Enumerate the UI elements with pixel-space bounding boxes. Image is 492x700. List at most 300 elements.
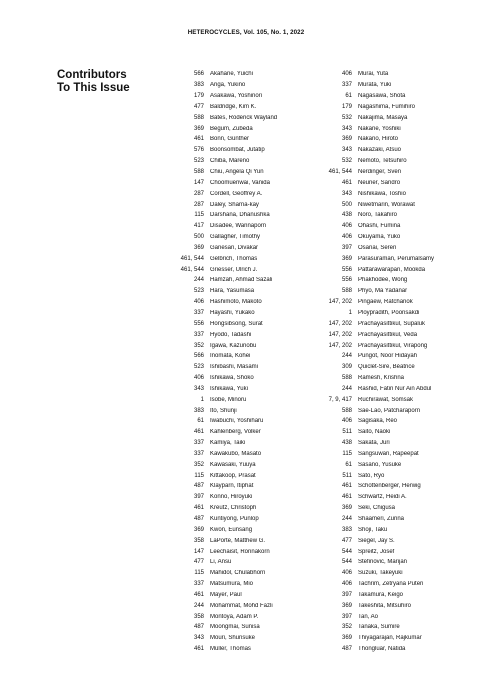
contributor-pages: 566 — [193, 71, 204, 78]
contributor-name: Shaameri, Zurina — [358, 516, 405, 523]
contributor-row — [320, 340, 460, 351]
contributor-pages: 1 — [200, 396, 204, 403]
contributor-row — [320, 546, 460, 557]
contributor-name: Kahlenberg, Volker — [210, 429, 261, 436]
contributor-row — [320, 416, 460, 427]
contributor-pages: 511 — [342, 472, 352, 479]
contributor-name: Gelbrich, Thomas — [210, 255, 258, 262]
contributor-row — [320, 221, 460, 232]
contributor-name: Schwartz, Heidi A. — [358, 494, 407, 501]
contributor-row — [320, 579, 460, 590]
contributor-pages: 7, 9, 417 — [328, 396, 352, 403]
contributor-name: Ishikawa, Shoko — [210, 375, 254, 382]
contributor-name: Mayer, Paul — [210, 591, 242, 598]
contributor-pages: 487 — [193, 516, 204, 523]
contributor-name: Hashimoto, Makoto — [210, 299, 262, 306]
contributor-row — [320, 568, 460, 579]
contributor-row — [320, 275, 460, 286]
contributor-name: Bates, Roderick Wayland — [210, 114, 278, 121]
contributor-name: Takamura, Keigo — [358, 591, 404, 598]
contributor-name: Disadee, Wannaporn — [210, 223, 267, 230]
contributor-name: Suzuki, Takeyuki — [358, 570, 403, 577]
contributor-row — [320, 308, 460, 319]
contributor-row — [172, 232, 312, 243]
contributor-name: Nakajima, Masaya — [358, 114, 408, 121]
contributor-row — [320, 253, 460, 264]
contributor-name: Hongsibsong, Surat — [210, 320, 263, 327]
contributor-row — [172, 524, 312, 535]
contributor-pages: 406 — [341, 570, 352, 577]
contributor-row — [320, 167, 460, 178]
contributor-pages: 383 — [341, 526, 352, 533]
contributor-pages: 438 — [341, 212, 352, 219]
contributor-row — [320, 492, 460, 503]
contributor-pages: 358 — [193, 613, 204, 620]
contributor-row — [320, 91, 460, 102]
contributor-row — [320, 373, 460, 384]
contributor-name: Darshana, Dhanushka — [210, 212, 270, 219]
contributor-name: Kawakubo, Masato — [210, 450, 262, 457]
contributor-name: Mahidol, Chulabhorn — [210, 570, 266, 577]
contributor-name: Choomuenwai, Vanida — [210, 179, 270, 186]
contributor-name: Sae-Lao, Patcharaporn — [358, 407, 421, 414]
contributor-name: Nagashima, Fumihiro — [358, 103, 416, 110]
contributor-name: Murata, Yuki — [358, 82, 392, 89]
contributor-pages: 352 — [193, 461, 204, 468]
contributor-row — [172, 600, 312, 611]
contributor-row — [172, 383, 312, 394]
contributor-row — [172, 243, 312, 254]
contributor-row — [320, 123, 460, 134]
contributor-row — [172, 329, 312, 340]
contributor-row — [172, 210, 312, 221]
contributor-pages: 115 — [194, 212, 204, 219]
contributor-pages: 337 — [193, 331, 204, 338]
section-title — [57, 69, 130, 94]
contributor-row — [320, 405, 460, 416]
contributor-row — [172, 80, 312, 91]
contributor-pages: 179 — [341, 103, 352, 110]
contributor-pages: 115 — [342, 450, 352, 457]
contributor-pages: 115 — [194, 472, 204, 479]
contributor-pages: 406 — [341, 234, 352, 241]
contributor-row — [172, 394, 312, 405]
contributor-row — [172, 449, 312, 460]
contributor-row — [172, 546, 312, 557]
contributor-pages: 397 — [193, 494, 204, 501]
contributor-pages: 438 — [341, 440, 352, 447]
contributor-name: Phyo, Ma Yadanar — [358, 288, 408, 295]
contributor-name: Inomata, Kohei — [210, 353, 251, 360]
contributor-pages: 383 — [193, 82, 204, 89]
contributor-pages: 369 — [193, 125, 204, 132]
contributor-pages: 500 — [341, 201, 352, 208]
contributor-row — [320, 188, 460, 199]
contributor-pages: 343 — [341, 190, 352, 197]
journal-header: HETEROCYCLES, Vol. 105, No. 1, 2022 — [187, 29, 305, 36]
contributor-pages: 588 — [193, 114, 204, 121]
contributor-name: Leechaisit, Ronnakorn — [210, 548, 270, 555]
contributor-row — [172, 199, 312, 210]
contributor-row — [172, 633, 312, 644]
contributor-row — [320, 286, 460, 297]
contributor-pages: 461 — [341, 179, 352, 186]
contributor-pages: 244 — [193, 602, 204, 609]
contributor-name: Baldridge, Kim K. — [210, 103, 257, 110]
contributor-row — [172, 134, 312, 145]
contributor-row — [172, 405, 312, 416]
contributor-pages: 352 — [341, 624, 352, 631]
contributor-name: Phakhodee, Wong — [358, 277, 408, 284]
contributor-name: Matsumura, Mio — [210, 581, 254, 588]
contributor-row — [172, 123, 312, 134]
contributor-row — [172, 297, 312, 308]
contributor-name: Ohashi, Fumina — [358, 223, 401, 230]
contributor-pages: 461 — [341, 494, 352, 501]
contributor-row — [172, 145, 312, 156]
contributor-name: Hayashi, Yukako — [210, 309, 255, 316]
contributor-name: Kamiya, Taiki — [210, 440, 246, 447]
contributor-pages: 309 — [341, 364, 352, 371]
contributor-pages: 487 — [341, 646, 352, 653]
contributor-name: Sangsuwan, Rapeepat — [358, 450, 419, 457]
contributor-name: Quiclet-Sire, Béatrice — [358, 364, 415, 371]
contributor-row — [172, 362, 312, 373]
contributor-name: Stefinovic, Marijan — [358, 559, 408, 566]
contributor-pages: 532 — [341, 114, 352, 121]
contributor-pages: 556 — [341, 277, 352, 284]
contributor-pages: 406 — [193, 375, 204, 382]
contributor-pages: 477 — [193, 103, 204, 110]
contributor-name: Klayparn, Itiphat — [210, 483, 254, 490]
contributor-name: Begum, Zubeda — [210, 125, 253, 132]
contributor-row — [320, 611, 460, 622]
contributor-row — [172, 459, 312, 470]
contributor-pages: 352 — [193, 342, 204, 349]
contributor-name: Takeshita, Mitsuhiro — [358, 602, 412, 609]
contributor-name: Chiu, Angela Qi Yun — [210, 169, 264, 176]
contributor-pages: 287 — [193, 190, 204, 197]
contributor-name: Ishikawa, Yuki — [210, 385, 248, 392]
contributor-name: Tachrim, Zetryana Puteri — [358, 581, 424, 588]
contributor-row — [172, 221, 312, 232]
contributor-row — [172, 427, 312, 438]
contributor-name: Sakata, Juri — [358, 440, 390, 447]
contributor-pages: 566 — [193, 353, 204, 360]
contributor-pages: 383 — [193, 407, 204, 414]
contributor-name: Osanai, Seren — [358, 244, 397, 251]
contributor-pages: 369 — [193, 526, 204, 533]
contributor-row — [172, 438, 312, 449]
contributor-name: Müller, Thomas — [210, 646, 251, 653]
contributor-row — [172, 167, 312, 178]
contributor-row — [320, 459, 460, 470]
contributor-pages: 511 — [342, 429, 352, 436]
contributor-name: Nerdinger, Sven — [358, 169, 402, 176]
contributor-pages: 406 — [341, 71, 352, 78]
contributor-name: Igawa, Kazunobu — [210, 342, 257, 349]
contributor-pages: 406 — [193, 299, 204, 306]
contributor-row — [172, 535, 312, 546]
contributor-name: Nakano, Hiroto — [358, 136, 399, 143]
contributor-name: Kreutz, Christoph — [210, 505, 257, 512]
contributor-name: Mouri, Shunsuke — [210, 635, 256, 642]
contributor-row — [320, 383, 460, 394]
contributor-row — [172, 91, 312, 102]
contributor-row — [320, 622, 460, 633]
contributor-row — [172, 579, 312, 590]
contributor-pages: 544 — [341, 559, 352, 566]
contributor-row — [320, 210, 460, 221]
contributor-pages: 588 — [193, 169, 204, 176]
contributor-pages: 61 — [345, 93, 352, 100]
contributor-pages: 461, 544 — [180, 255, 204, 262]
contributor-name: Ruchirawat, Somsak — [358, 396, 414, 403]
contributor-pages: 244 — [341, 385, 352, 392]
contributor-name: Pungot, Noor Hidayah — [358, 353, 418, 360]
contributor-pages: 588 — [341, 288, 352, 295]
contributor-row — [172, 188, 312, 199]
contributor-pages: 61 — [197, 418, 204, 425]
contributor-pages: 337 — [193, 440, 204, 447]
contributor-name: Moongmai, Sunisa — [210, 624, 260, 631]
contributor-name: Griesser, Ulrich J. — [210, 266, 258, 273]
contributor-name: Murai, Yuta — [358, 71, 389, 78]
contributor-pages: 244 — [193, 277, 204, 284]
contributor-pages: 369 — [341, 505, 352, 512]
contributor-name: Sato, Ryo — [358, 472, 385, 479]
contributor-row — [320, 199, 460, 210]
contributor-row — [320, 503, 460, 514]
contributor-pages: 461 — [193, 591, 204, 598]
contributor-name: Prachayasittikul, Veda — [358, 331, 418, 338]
contributor-pages: 343 — [193, 635, 204, 642]
contributor-pages: 369 — [341, 602, 352, 609]
contributor-name: Iwabuchi, Yoshiharu — [210, 418, 264, 425]
contributor-name: Seki, Chigusa — [358, 505, 396, 512]
contributor-row — [320, 394, 460, 405]
contributor-pages: 397 — [341, 591, 352, 598]
contributor-row — [320, 232, 460, 243]
contributor-name: Prachayasittikul, Supaluk — [358, 320, 426, 327]
contributor-name: Shoji, Taku — [358, 526, 388, 533]
contributor-name: Pingaew, Ratchanok — [358, 299, 413, 306]
contributor-name: Kwon, Eunsang — [210, 526, 253, 533]
contributor-row — [320, 69, 460, 80]
contributor-name: Gallagher, Timothy — [210, 234, 261, 241]
contributor-name: Neuner, Sandro — [358, 179, 401, 186]
contributor-row — [320, 514, 460, 525]
contributor-row — [172, 481, 312, 492]
contributor-row — [172, 514, 312, 525]
contributor-name: Montoya, Adam P. — [210, 613, 259, 620]
contributor-name: Nishikawa, Toshio — [358, 190, 406, 197]
contributor-pages: 337 — [193, 450, 204, 457]
contributor-row — [320, 535, 460, 546]
contributor-pages: 556 — [193, 320, 204, 327]
contributor-row — [320, 329, 460, 340]
contributor-name: Ishibashi, Masami — [210, 364, 259, 371]
contributor-name: Ariga, Yukino — [210, 82, 246, 89]
contributor-name: Parasuraman, Perumalsamy — [358, 255, 435, 262]
contributor-name: Ganesan, Divakar — [210, 244, 259, 251]
contributor-pages: 287 — [193, 201, 204, 208]
contributor-row — [172, 568, 312, 579]
contributor-row — [172, 373, 312, 384]
contributor-pages: 461 — [193, 646, 204, 653]
contributor-row — [172, 622, 312, 633]
contributor-row — [320, 145, 460, 156]
contributor-row — [172, 416, 312, 427]
contributor-row — [320, 427, 460, 438]
contributor-row — [320, 318, 460, 329]
contributor-name: Hyodo, Tadashi — [210, 331, 252, 338]
contributor-pages: 147, 202 — [328, 331, 352, 338]
contributor-row — [172, 156, 312, 167]
contributor-name: Boonsombat, Jutatip — [210, 147, 265, 154]
contributor-row — [172, 253, 312, 264]
contributors-left-column — [172, 69, 312, 655]
contributor-row — [172, 492, 312, 503]
contributor-pages: 461, 544 — [328, 169, 352, 176]
contributor-row — [172, 102, 312, 113]
contributor-pages: 337 — [193, 581, 204, 588]
contributor-name: Kittakoop, Prasat — [210, 472, 256, 479]
contributor-pages: 487 — [193, 624, 204, 631]
contributor-row — [320, 134, 460, 145]
contributor-pages: 369 — [193, 244, 204, 251]
contributor-pages: 397 — [341, 244, 352, 251]
contributor-pages: 147, 202 — [328, 299, 352, 306]
contributor-row — [172, 611, 312, 622]
contributor-pages: 358 — [193, 537, 204, 544]
contributor-name: Rashid, Fatin Nur Ain Abdul — [358, 385, 432, 392]
contributor-name: Asakawa, Yoshinori — [210, 93, 263, 100]
contributor-pages: 343 — [341, 147, 352, 154]
contributor-pages: 532 — [341, 158, 352, 165]
contributor-name: Nagasawa, Shota — [358, 93, 406, 100]
contributor-row — [320, 80, 460, 91]
contributor-row — [320, 112, 460, 123]
contributor-pages: 523 — [193, 364, 204, 371]
contributor-pages: 61 — [345, 461, 352, 468]
contributor-pages: 523 — [193, 288, 204, 295]
contributor-pages: 576 — [193, 147, 204, 154]
contributor-pages: 461, 544 — [180, 266, 204, 273]
contributor-row — [320, 524, 460, 535]
contributor-name: Okuyama, Yuko — [358, 234, 401, 241]
contributor-pages: 115 — [194, 570, 204, 577]
contributor-pages: 369 — [341, 136, 352, 143]
contributor-pages: 244 — [341, 516, 352, 523]
contributor-name: Pattarawarapan, Mookda — [358, 266, 426, 273]
contributor-row — [320, 633, 460, 644]
contributor-pages: 477 — [193, 559, 204, 566]
contributor-pages: 544 — [341, 548, 352, 555]
contributor-name: Isobe, Minoru — [210, 396, 247, 403]
contributor-name: Hara, Yasumasa — [210, 288, 255, 295]
contributor-row — [320, 102, 460, 113]
contributor-pages: 369 — [341, 635, 352, 642]
contributor-row — [320, 470, 460, 481]
contributor-pages: 147, 202 — [328, 320, 352, 327]
contributor-name: Prachayasittikul, Virapong — [358, 342, 428, 349]
contributor-pages: 337 — [341, 82, 352, 89]
contributor-pages: 588 — [341, 375, 352, 382]
contributor-name: Ploypradith, Poonsakdi — [358, 309, 420, 316]
contributor-pages: 487 — [193, 483, 204, 490]
contributor-pages: 179 — [193, 93, 204, 100]
contributor-row — [172, 318, 312, 329]
contributor-name: Mohammat, Mohd Fazli — [210, 602, 273, 609]
contributor-pages: 337 — [193, 309, 204, 316]
contributor-pages: 397 — [341, 613, 352, 620]
contributor-name: Bonn, Günther — [210, 136, 250, 143]
contributor-pages: 147, 202 — [328, 342, 352, 349]
contributor-row — [172, 590, 312, 601]
contributor-name: Konno, Hiroyuki — [210, 494, 253, 501]
contributor-row — [172, 264, 312, 275]
contributor-name: Daley, Sharna-kay — [210, 201, 259, 208]
contributor-pages: 477 — [341, 537, 352, 544]
contributor-name: Li, Ansu — [210, 559, 232, 566]
contributor-name: Nakane, Yoshiki — [358, 125, 401, 132]
contributor-row — [320, 449, 460, 460]
contributor-pages: 588 — [341, 407, 352, 414]
contributors-right-column — [320, 69, 460, 655]
contributor-name: Schottenberger, Herwig — [358, 483, 421, 490]
contributor-name: Siegel, Jay S. — [358, 537, 395, 544]
contributor-row — [320, 264, 460, 275]
contributor-pages: 406 — [341, 418, 352, 425]
contributor-row — [320, 644, 460, 655]
contributor-row — [172, 275, 312, 286]
contributor-pages: 461 — [193, 429, 204, 436]
contributor-pages: 343 — [341, 125, 352, 132]
contributor-name: LaPorte, Matthew G. — [210, 537, 266, 544]
contributor-row — [172, 557, 312, 568]
contributor-pages: 406 — [341, 223, 352, 230]
section-title-line-2: To This Issue — [57, 81, 130, 94]
contributor-name: Sagisaka, Reo — [358, 418, 398, 425]
contributor-row — [320, 438, 460, 449]
contributor-pages: 523 — [193, 158, 204, 165]
contributor-row — [172, 503, 312, 514]
contributor-pages: 343 — [193, 385, 204, 392]
contributor-pages: 406 — [341, 581, 352, 588]
contributor-pages: 461 — [341, 483, 352, 490]
contributor-name: Saito, Naoki — [358, 429, 391, 436]
contributor-row — [320, 243, 460, 254]
contributor-name: Noro, Takahiro — [358, 212, 397, 219]
contributor-row — [172, 470, 312, 481]
contributor-row — [172, 340, 312, 351]
contributor-name: Kuntiyong, Punlop — [210, 516, 259, 523]
contributor-row — [320, 177, 460, 188]
contributor-name: Cordell, Geoffrey A. — [210, 190, 263, 197]
contributor-name: Nakazaki, Atsuo — [358, 147, 402, 154]
section-title-line-1: Contributors — [57, 69, 127, 81]
contributor-row — [172, 644, 312, 655]
contributor-pages: 147 — [193, 179, 204, 186]
contributor-row — [320, 481, 460, 492]
contributor-row — [320, 362, 460, 373]
contributor-name: Chiba, Mareno — [210, 158, 250, 165]
contributor-pages: 556 — [341, 266, 352, 273]
contributor-pages: 417 — [193, 223, 204, 230]
contributor-row — [172, 177, 312, 188]
contributor-name: Thiyagarajan, Rajkumar — [358, 635, 422, 642]
